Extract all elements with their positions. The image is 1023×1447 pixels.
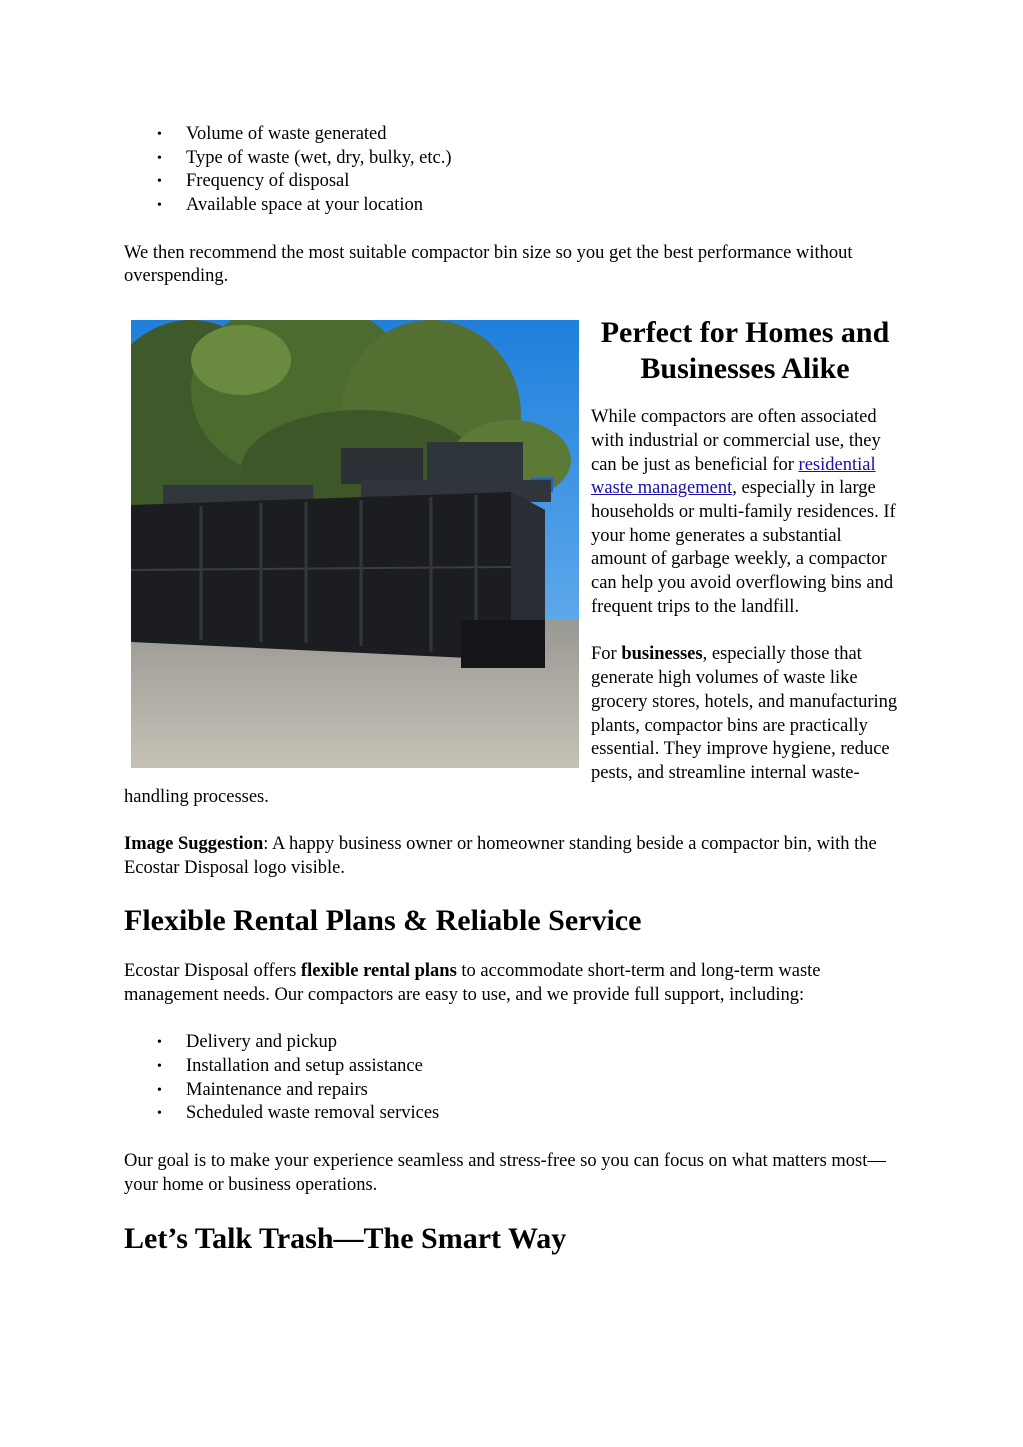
bullet-icon: • (157, 1082, 162, 1098)
bullet-list-factors (124, 123, 899, 218)
bullet-icon: • (157, 174, 162, 190)
homes-section (124, 315, 899, 809)
goal-paragraph: Our goal is to make your experience seamless and stress-free so you can focus on what matters most—your home or business operations. (124, 1150, 886, 1195)
bullet-icon: • (157, 198, 162, 214)
bullet-icon: • (157, 127, 162, 142)
compactor-bin-photo (131, 320, 579, 768)
talk-trash-heading: Let’s Talk Trash—The Smart Way (124, 1222, 567, 1256)
list-item: • Frequency of disposal (124, 170, 899, 194)
rental-intro-paragraph: Ecostar Disposal offers flexible rental plans to accommodate short-term and long-term waste management needs. Our compactors are easy to use, and we provide full support, including: (124, 960, 821, 1005)
rental-heading: Flexible Rental Plans & Reliable Service (124, 903, 642, 937)
bullet-icon: • (157, 150, 162, 166)
homes-heading: Perfect for Homes and Businesses Alike (600, 316, 890, 386)
bullet-icon: • (157, 1035, 162, 1051)
homes-paragraph-2: For businesses, especially those that generate high volumes of waste like grocery stores, hotels, and manufacturing plants, compactor bins are practically essential. They improve hygiene, reduce pests, and streamline internal waste-handling processes. (124, 644, 898, 807)
document-body (124, 123, 899, 1257)
list-item: • Volume of waste generated (124, 123, 899, 147)
list-item: • Maintenance and repairs (124, 1079, 899, 1103)
list-item: • Scheduled waste removal services (124, 1102, 899, 1126)
bullet-list-services (124, 1031, 899, 1126)
list-item: • Available space at your location (124, 194, 899, 218)
bullet-icon: • (157, 1058, 162, 1074)
list-item: • Type of waste (wet, dry, bulky, etc.) (124, 147, 899, 171)
image-suggestion-paragraph: Image Suggestion: A happy business owner or homeowner standing beside a compactor bin, with the Ecostar Disposal logo visible. (124, 834, 877, 879)
bullet-icon: • (157, 1106, 162, 1122)
list-item: • Installation and setup assistance (124, 1055, 899, 1079)
list-item: • Delivery and pickup (124, 1031, 899, 1055)
residential-waste-link[interactable]: residential waste management (591, 454, 876, 499)
recommend-paragraph: We then recommend the most suitable compactor bin size so you get the best performance without overspending. (124, 242, 853, 287)
homes-paragraph-1: While compactors are often associated with industrial or commercial use, they can be just as beneficial for residential waste management, especially in large households or multi-family residences. If your home generates a substantial amount of garbage weekly, a compactor can help you avoid overflowing bins and frequent trips to the landfill. (591, 407, 896, 617)
